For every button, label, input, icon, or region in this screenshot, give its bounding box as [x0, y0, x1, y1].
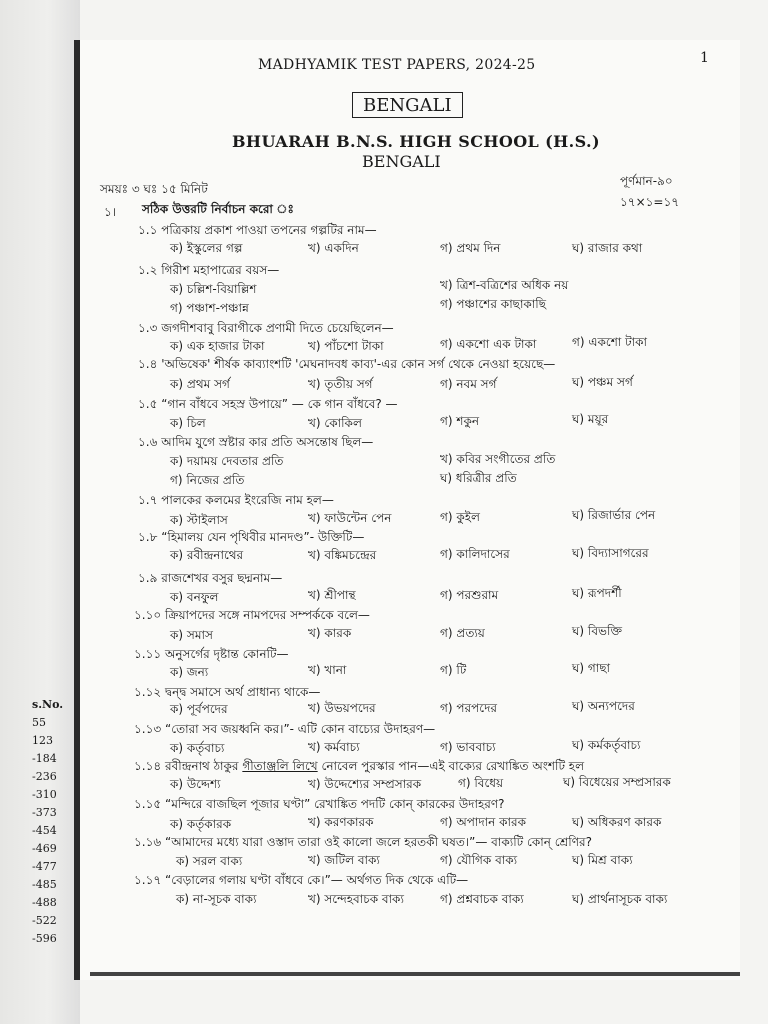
option-c: গ) নিজের প্রতি [170, 473, 245, 487]
option-b: খ) কবির সংগীতের প্রতি [440, 452, 556, 466]
option-b: খ) জটিল বাক্য [308, 853, 380, 867]
subject-name: BENGALI [362, 152, 441, 171]
option-c: গ) শকুন [440, 414, 480, 428]
option-b: খ) তৃতীয় সর্গ [308, 377, 373, 391]
option-c: গ) প্রশ্নবাচক বাক্য [440, 892, 524, 906]
question-1-6: ১.৬ আদিম যুগে স্রষ্টার কার প্রতি অসন্তোষ ছিল— [138, 435, 374, 449]
option-d: ঘ) রূপদর্শী [572, 586, 622, 600]
question-1-17: ১.১৭ “বেড়ালের গলায় ঘণ্টা বাঁধবে কে।”— অর্থগত দিক থেকে এটি— [134, 873, 469, 887]
margin-index-item: -236 [32, 770, 57, 783]
option-a: ক) প্রথম সর্গ [170, 377, 230, 391]
school-name: BHUARAH B.N.S. HIGH SCHOOL (H.S.) [232, 132, 600, 151]
option-d: ঘ) বিধেয়ের সম্প্রসারক [563, 775, 671, 789]
option-a: ক) রবীন্দ্রনাথের [170, 548, 244, 562]
option-a: ক) চিল [170, 416, 206, 430]
series-title: MADHYAMIK TEST PAPERS, 2024-25 [258, 57, 536, 73]
option-d: ঘ) মিশ্র বাক্য [572, 853, 633, 867]
option-b: খ) উদ্দেশ্যের সম্প্রসারক [308, 777, 422, 791]
option-a: ক) স্টাইলাস [170, 513, 228, 527]
option-c: গ) ভাববাচ্য [440, 740, 496, 754]
option-c: গ) একশো এক টাকা [440, 337, 537, 351]
option-d: ঘ) রাজার কথা [572, 241, 643, 255]
option-a: ক) কর্তৃকারক [170, 817, 232, 831]
underlined-phrase: গীতাঞ্জলি লিখে [242, 759, 318, 773]
question-1-16: ১.১৬ “আমাদের মধ্যে যারা ওস্তাদ তারা ওই কালো জলে হরতকী ঘষত।”— বাক্যটি কোন্ শ্রেণির? [134, 835, 592, 849]
option-a: ক) এক হাজার টাকা [170, 339, 265, 353]
option-c: গ) নবম সর্গ [440, 377, 497, 391]
subject-box: BENGALI [352, 92, 463, 118]
option-b: খ) সন্দেহবাচক বাক্য [308, 892, 404, 906]
bottom-edge-line [90, 972, 740, 976]
margin-index-item: -373 [32, 806, 57, 819]
option-d: ঘ) বিদ্যাসাগরের [572, 546, 649, 560]
margin-index-item: -477 [32, 860, 57, 873]
page-number: 1 [700, 50, 709, 66]
option-d: ঘ) ধরিত্রীর প্রতি [440, 471, 517, 485]
option-a: ক) পূর্বপদের [170, 702, 228, 716]
question-1-9: ১.৯ রাজশেখর বসুর ছদ্মনাম— [138, 571, 283, 585]
margin-index-item: 55 [32, 716, 46, 729]
option-b: খ) বঙ্কিমচন্দ্রের [308, 548, 377, 562]
option-b: খ) পাঁচশো টাকা [308, 339, 384, 353]
option-c: গ) পঞ্চাশ-পঞ্চান্ন [170, 301, 249, 315]
option-c: গ) প্রত্যয় [440, 626, 485, 640]
option-a: ক) না-সূচক বাক্য [176, 892, 257, 906]
option-c: গ) পরশুরাম [440, 588, 499, 602]
option-c: গ) কুইল [440, 510, 480, 524]
exam-time: সময়ঃ ৩ ঘঃ ১৫ মিনিট [100, 182, 208, 196]
option-a: ক) চল্লিশ-বিয়াল্লিশ [170, 282, 257, 296]
option-a: ক) ইস্কুলের গল্প [170, 241, 243, 255]
option-d: ঘ) অন্যপদের [572, 699, 635, 713]
question-1-10: ১.১০ ক্রিয়াপদের সঙ্গে নামপদের সম্পর্ককে বলে— [134, 608, 370, 622]
option-b: খ) কারক [308, 626, 352, 640]
option-d: ঘ) প্রার্থনাসূচক বাক্য [572, 892, 668, 906]
option-c: গ) অপাদান কারক [440, 815, 527, 829]
option-d: ঘ) বিভক্তি [572, 624, 623, 638]
option-c: গ) যৌগিক বাক্য [440, 853, 518, 867]
option-a: ক) কর্তৃবাচ্য [170, 741, 225, 755]
margin-index-label: s.No. [32, 698, 64, 711]
option-c: গ) পরপদের [440, 701, 497, 715]
option-d: ঘ) গাছা [572, 661, 611, 675]
option-c: গ) প্রথম দিন [440, 241, 501, 255]
option-b: খ) কর্মবাচ্য [308, 740, 360, 754]
option-d: গ) একশো টাকা [572, 335, 647, 349]
option-b: খ) শ্রীপান্থ [308, 588, 356, 602]
margin-index-item: -488 [32, 896, 57, 909]
section-instruction: সঠিক উত্তরটি নির্বাচন করো ঃ [142, 202, 294, 216]
option-c: গ) কালিদাসের [440, 547, 510, 561]
question-1-8: ১.৮ “হিমালয় যেন পৃথিবীর মানদণ্ড”- উক্তিটি— [138, 530, 365, 544]
question-1-13: ১.১৩ “তোরা সব জয়ধ্বনি কর।”- এটি কোন বাচ্যের উদাহরণ— [134, 722, 436, 736]
option-d: ঘ) পঞ্চম সর্গ [572, 375, 633, 389]
option-d: ঘ) ময়ূর [572, 412, 609, 426]
option-d: ঘ) কর্মকর্তৃবাচ্য [572, 738, 641, 752]
option-b: খ) উভয়পদের [308, 701, 376, 715]
option-a: ক) সরল বাক্য [176, 854, 243, 868]
option-b: খ) ত্রিশ-বত্রিশের অধিক নয় [440, 278, 569, 292]
option-b: খ) কোকিল [308, 416, 362, 430]
question-1-5: ১.৫ “গান বাঁধবে সহস্র উপায়ে” — কে গান বাঁধবে? — [138, 397, 398, 411]
margin-index-item: 123 [32, 734, 53, 747]
question-1-3: ১.৩ জগদীশবাবু বিরাগীকে প্রণামী দিতে চেয়েছিলেন— [138, 321, 394, 335]
option-a: ক) উদ্দেশ্য [170, 777, 221, 791]
margin-index-item: -184 [32, 752, 57, 765]
option-a: ক) বনফুল [170, 590, 219, 604]
margin-index-item: -596 [32, 932, 57, 945]
question-1-14-suffix: নোবেল পুরস্কার পান—এই বাক্যের রেখাঙ্কিত অংশটি হল [317, 759, 585, 773]
marks-calculation: ১৭×১=১৭ [620, 195, 680, 209]
option-d: ঘ) অধিকরণ কারক [572, 815, 662, 829]
question-1-7: ১.৭ পালকের কলমের ইংরেজি নাম হল— [138, 493, 334, 507]
margin-index-item: -469 [32, 842, 57, 855]
option-a: ক) সমাস [170, 628, 213, 642]
full-marks: পূর্ণমান-৯০ [620, 174, 673, 188]
option-b: খ) একদিন [308, 241, 359, 255]
margin-index-item: -522 [32, 914, 57, 927]
question-1-14 [134, 758, 584, 778]
option-d: গ) পঞ্চাশের কাছাকাছি [440, 297, 547, 311]
option-c: গ) বিধেয় [458, 776, 504, 790]
option-b: খ) করণকারক [308, 815, 374, 829]
option-a: ক) দয়াময় দেবতার প্রতি [170, 454, 284, 468]
section-number: ১। [104, 205, 117, 219]
question-1-4: ১.৪ 'অভিষেক' শীর্ষক কাব্যাংশটি 'মেঘনাদবধ কাব্য'-এর কোন সর্গ থেকে নেওয়া হয়েছে— [138, 357, 556, 371]
margin-index-item: -454 [32, 824, 57, 837]
option-d: ঘ) রিজার্ভার পেন [572, 508, 656, 522]
question-1-1: ১.১ পত্রিকায় প্রকাশ পাওয়া তপনের গল্পটির নাম— [138, 223, 377, 237]
question-1-15: ১.১৫ “মন্দিরে বাজছিল পূজার ঘণ্টা” রেখাঙ্কিত পদটি কোন্ কারকের উদাহরণ? [134, 797, 505, 811]
question-1-11: ১.১১ অনুসর্গের দৃষ্টান্ত কোনটি— [134, 647, 289, 661]
question-1-12: ১.১২ দ্বন্দ্ব সমাসে অর্থ প্রাধান্য থাকে— [134, 685, 321, 699]
option-b: খ) খানা [308, 663, 347, 677]
question-1-14-prefix: ১.১৪ রবীন্দ্রনাথ ঠাকুর [134, 759, 243, 773]
question-1-2: ১.২ গিরীশ মহাপাত্রের বয়স— [138, 263, 280, 277]
margin-index-item: -485 [32, 878, 57, 891]
option-a: ক) জন্য [170, 665, 209, 679]
margin-index-item: -310 [32, 788, 57, 801]
option-c: গ) টি [440, 663, 467, 677]
option-b: খ) ফাউন্টেন পেন [308, 511, 392, 525]
